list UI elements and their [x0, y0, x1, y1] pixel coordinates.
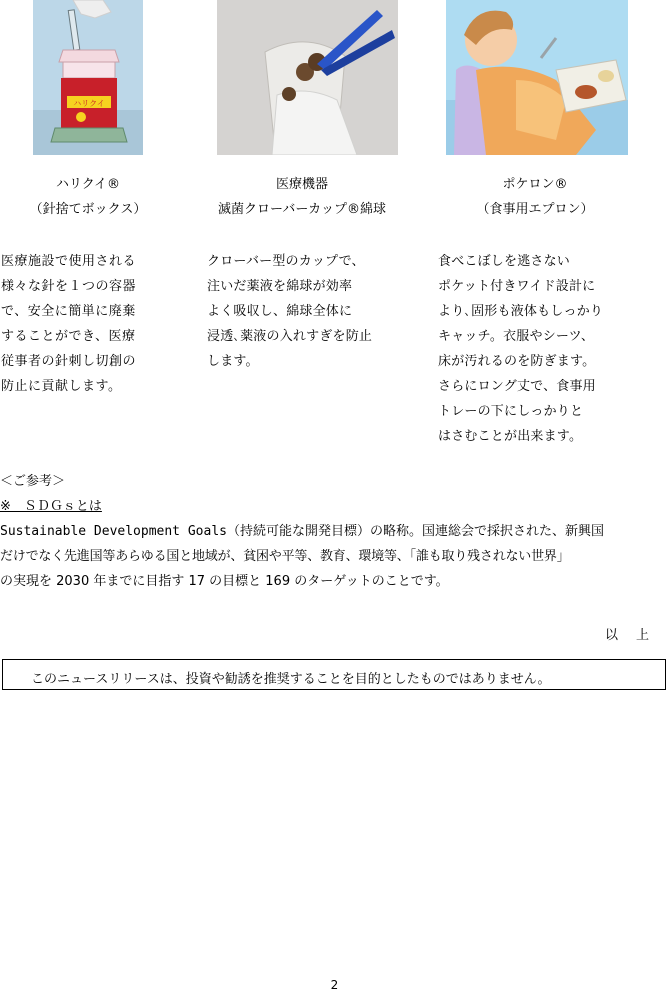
- sdgs-heading: ※ ＳＤＧｓとは: [0, 499, 102, 514]
- closing-mark: 以上: [604, 628, 667, 643]
- product-subtitle-pokelon: （食事用エプロン）: [476, 202, 594, 217]
- product-subtitle-clover-cup: 滅菌クローバーカップ®綿球: [218, 202, 386, 217]
- sdgs-definition-line-1: [0, 524, 604, 540]
- product-name-harikui: ハリクイ®: [55, 177, 121, 192]
- description-line: クローバー型のカップで、: [207, 254, 365, 269]
- product-photo-clover-cup: [217, 0, 398, 155]
- disclaimer-box: [2, 659, 666, 690]
- product-name-pokelon: ポケロン®: [502, 177, 568, 192]
- product-description-clover-cup: [207, 249, 403, 374]
- product-name-clover-cup: 医療機器: [275, 177, 328, 192]
- description-line: ポケット付きワイド設計に: [438, 279, 596, 294]
- sdgs-definition-line-2: だけでなく先進国等あらゆる国と地域が、貧困や平等、教育、環境等、「誰も取り残されない世界」: [0, 549, 570, 564]
- product-subtitle-harikui: （針捨てボックス）: [29, 202, 147, 217]
- description-line: 食べこぼしを逃さない: [438, 254, 571, 269]
- sdgs-definition-line-3: の実現を 2030 年までに目指す 17 の目標と 169 のターゲットのことです。: [0, 574, 449, 589]
- description-line: で、安全に簡単に廃棄: [1, 304, 136, 319]
- description-line: 防止に貢献します。: [1, 379, 122, 394]
- description-line: することができ、医療: [1, 329, 136, 344]
- description-line: 様々な針を１つの容器: [1, 279, 137, 294]
- description-line: キャッチ。衣服やシーツ、: [438, 329, 595, 344]
- harikui-label-text: ハリクイ: [73, 99, 105, 108]
- product-description-harikui: [1, 249, 173, 399]
- page-number: 2: [330, 978, 339, 992]
- product-description-pokelon: [438, 249, 634, 449]
- description-line: よく吸収し、綿球全体に: [207, 304, 353, 319]
- description-line: 従事者の針刺し切創の: [1, 354, 137, 369]
- product-photo-pokelon: [446, 0, 628, 155]
- description-line: 医療施設で使用される: [1, 254, 137, 269]
- description-line: さらにロング丈で、食事用: [438, 379, 596, 394]
- description-line: 浸透､薬液の入れすぎを防止: [207, 329, 373, 344]
- sdgs-definition-text: （持続可能な開発目標）の略称。国連総会で採択された、新興国: [226, 524, 604, 539]
- description-line: トレーの下にしっかりと: [438, 404, 584, 419]
- reference-heading: ＜ご参考＞: [0, 474, 66, 489]
- description-line: はさむことが出来ます。: [438, 429, 583, 444]
- description-line: 床が汚れるのを防ぎます。: [438, 354, 596, 369]
- product-photo-harikui: [33, 0, 143, 155]
- disclaimer-text: このニュースリリースは、投資や勧誘を推奨することを目的としたものではありません。: [31, 672, 551, 687]
- description-line: 注いだ薬液を綿球が効率: [207, 279, 353, 294]
- description-line: より､固形も液体もしっかり: [438, 304, 604, 319]
- description-line: します。: [207, 354, 259, 369]
- sdgs-english-name: Sustainable Development Goals: [0, 524, 227, 539]
